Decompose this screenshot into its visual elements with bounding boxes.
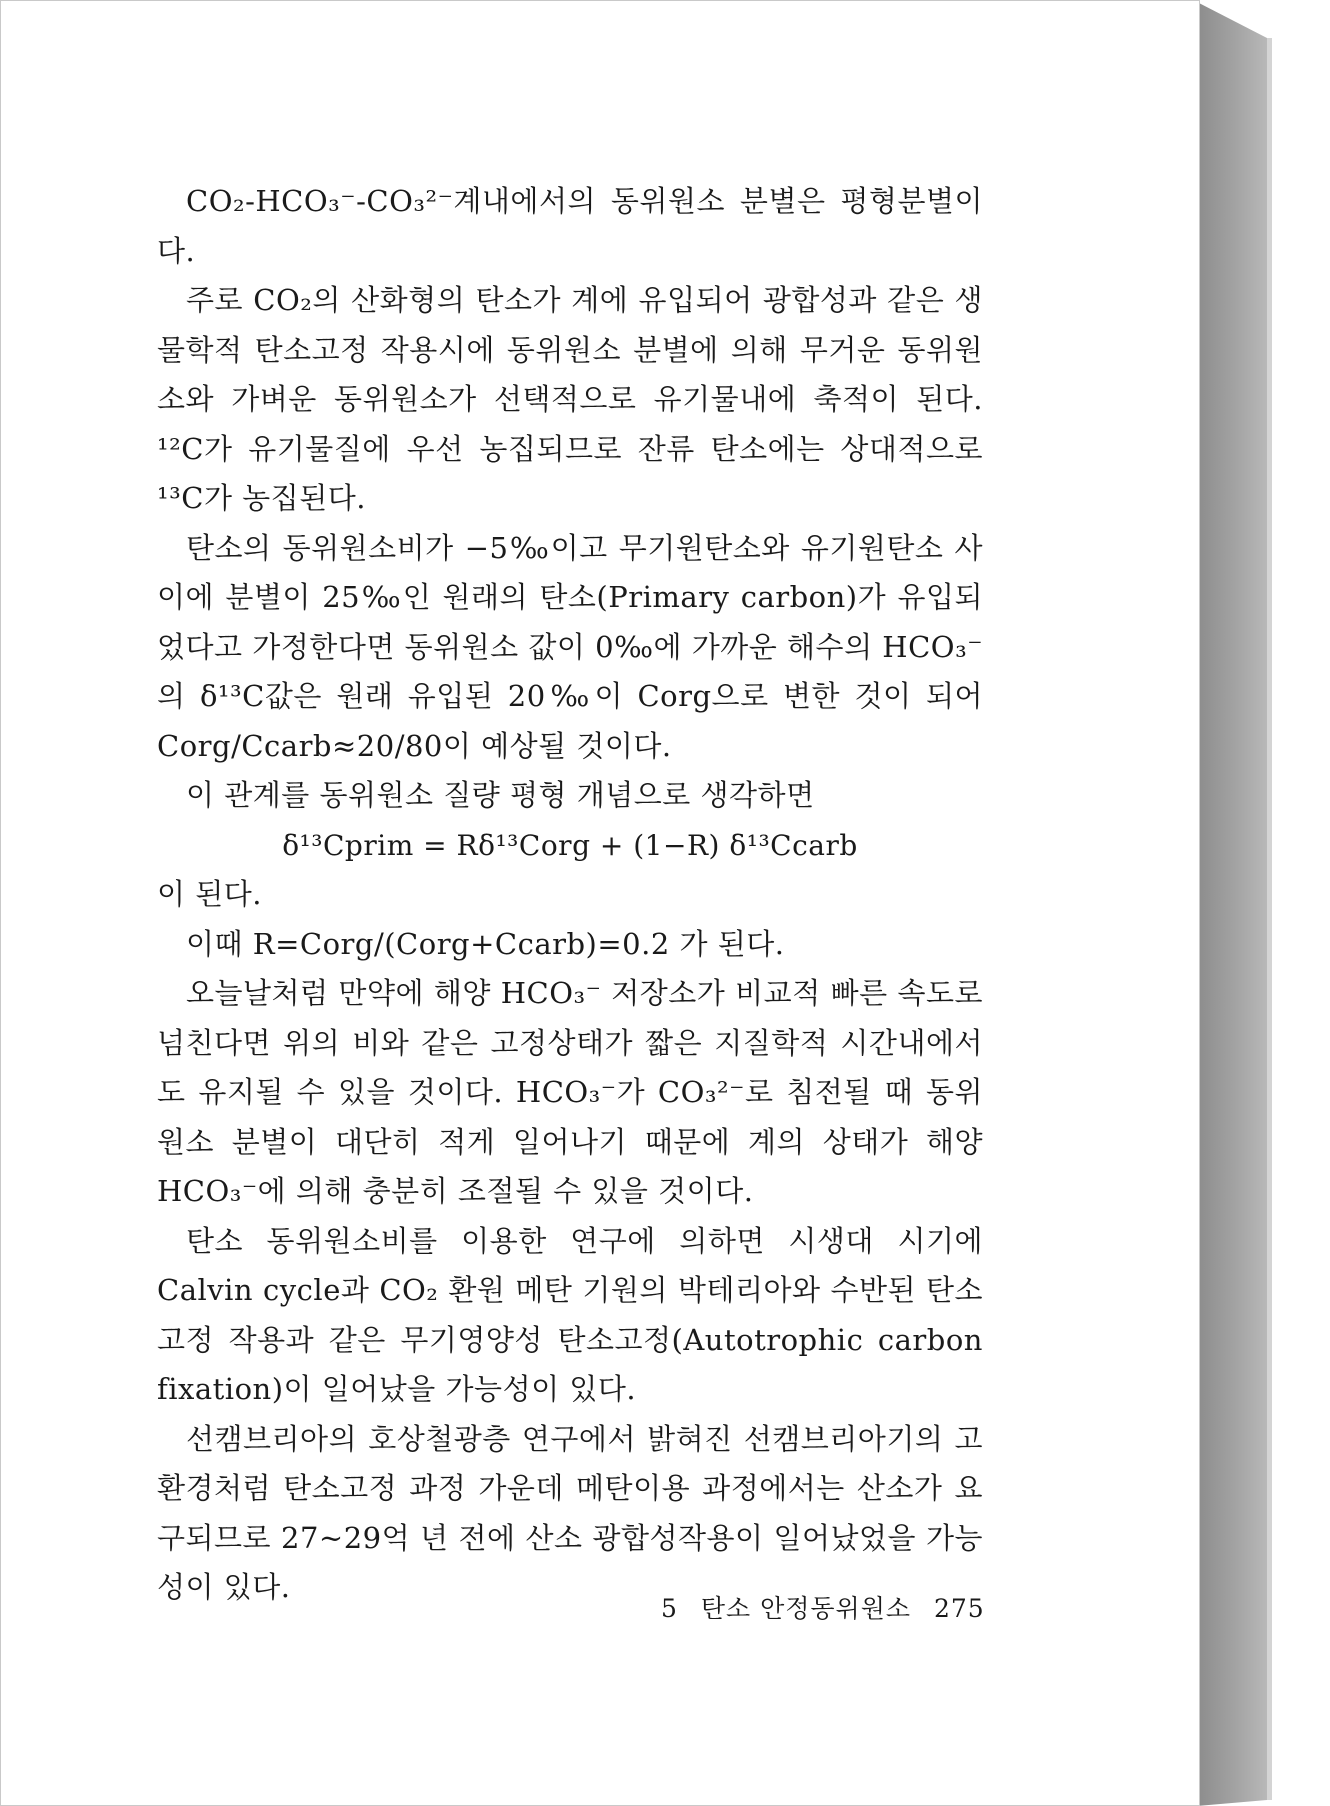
book-edge — [1197, 0, 1330, 1806]
paragraph-photosynthesis-b: ¹²C가 유기물질에 우선 농집되므로 잔류 탄소에는 상대적으로 ¹³C가 농집된다. — [157, 431, 983, 515]
paragraph-photosynthesis — [157, 276, 983, 524]
paragraph-primary-carbon: 탄소의 동위원소비가 −5‰이고 무기원탄소와 유기원탄소 사이에 분별이 25‰인 원래의 탄소(Primary carbon)가 유입되었다고 가정한다면 동위원소 값이 0‰에 가까운 해수의 HCO₃⁻의 δ¹³C값은 원래 유입된 20‰이 Corg으로 변한 것이 되어 Corg/Ccarb≈20/80이 예상될 것이다. — [157, 530, 983, 763]
paragraph-ocean-reservoir: 오늘날처럼 만약에 해양 HCO₃⁻ 저장소가 비교적 빠른 속도로 넘친다면 위의 비와 같은 고정상태가 짧은 지질학적 시간내에서도 유지될 수 있을 것이다. HCO₃⁻가 CO₃²⁻로 침전될 때 동위원소 분별이 대단히 적게 일어나기 때문에 계의 상태가 해양 HCO₃⁻에 의해 충분히 조절될 수 있을 것이다. — [157, 976, 983, 1208]
paragraph-precambrian: 선캠브리아의 호상철광층 연구에서 밝혀진 선캠브리아기의 고환경처럼 탄소고정 과정 가운데 메탄이용 과정에서는 산소가 요구되므로 27~29억 년 전에 산소 광합성작용이 일어났었을 가능성이 있다. — [157, 1421, 983, 1604]
paragraph-becomes: 이 된다. — [157, 877, 262, 911]
chapter-number: 5 — [661, 1594, 678, 1623]
paragraph-equilibrium: CO₂-HCO₃⁻-CO₃²⁻계내에서의 동위원소 분별은 평형분별이다. — [157, 184, 983, 268]
page-footer — [661, 1589, 999, 1625]
mass-balance-formula: δ¹³Cprim = Rδ¹³Corg + (1−R) δ¹³Ccarb — [282, 828, 858, 862]
paragraph-ratio: 이때 R=Corg/(Corg+Ccarb)=0.2 가 된다. — [186, 926, 785, 961]
chapter-title: 탄소 안정동위원소 — [700, 1594, 912, 1623]
paragraph-mass-balance-intro: 이 관계를 동위원소 질량 평형 개념으로 생각하면 — [186, 778, 815, 812]
paragraph-archean: 탄소 동위원소비를 이용한 연구에 의하면 시생대 시기에 Calvin cycle과 CO₂ 환원 메탄 기원의 박테리아와 수반된 탄소고정 작용과 같은 무기영양성 탄소고정(Autotrophic carbon fixation)이 일어났을 가능성이 있다. — [157, 1223, 983, 1406]
body-text — [157, 177, 983, 1613]
paragraph-photosynthesis-a: 주로 CO₂의 산화형의 탄소가 계에 유입되어 광합성과 같은 생물학적 탄소고정 작용시에 동위원소 분별에 의해 무거운 동위원소와 가벼운 동위원소가 선택적으로 유기물내에 축적이 된다. — [157, 283, 983, 416]
page-number: 275 — [933, 1594, 985, 1623]
